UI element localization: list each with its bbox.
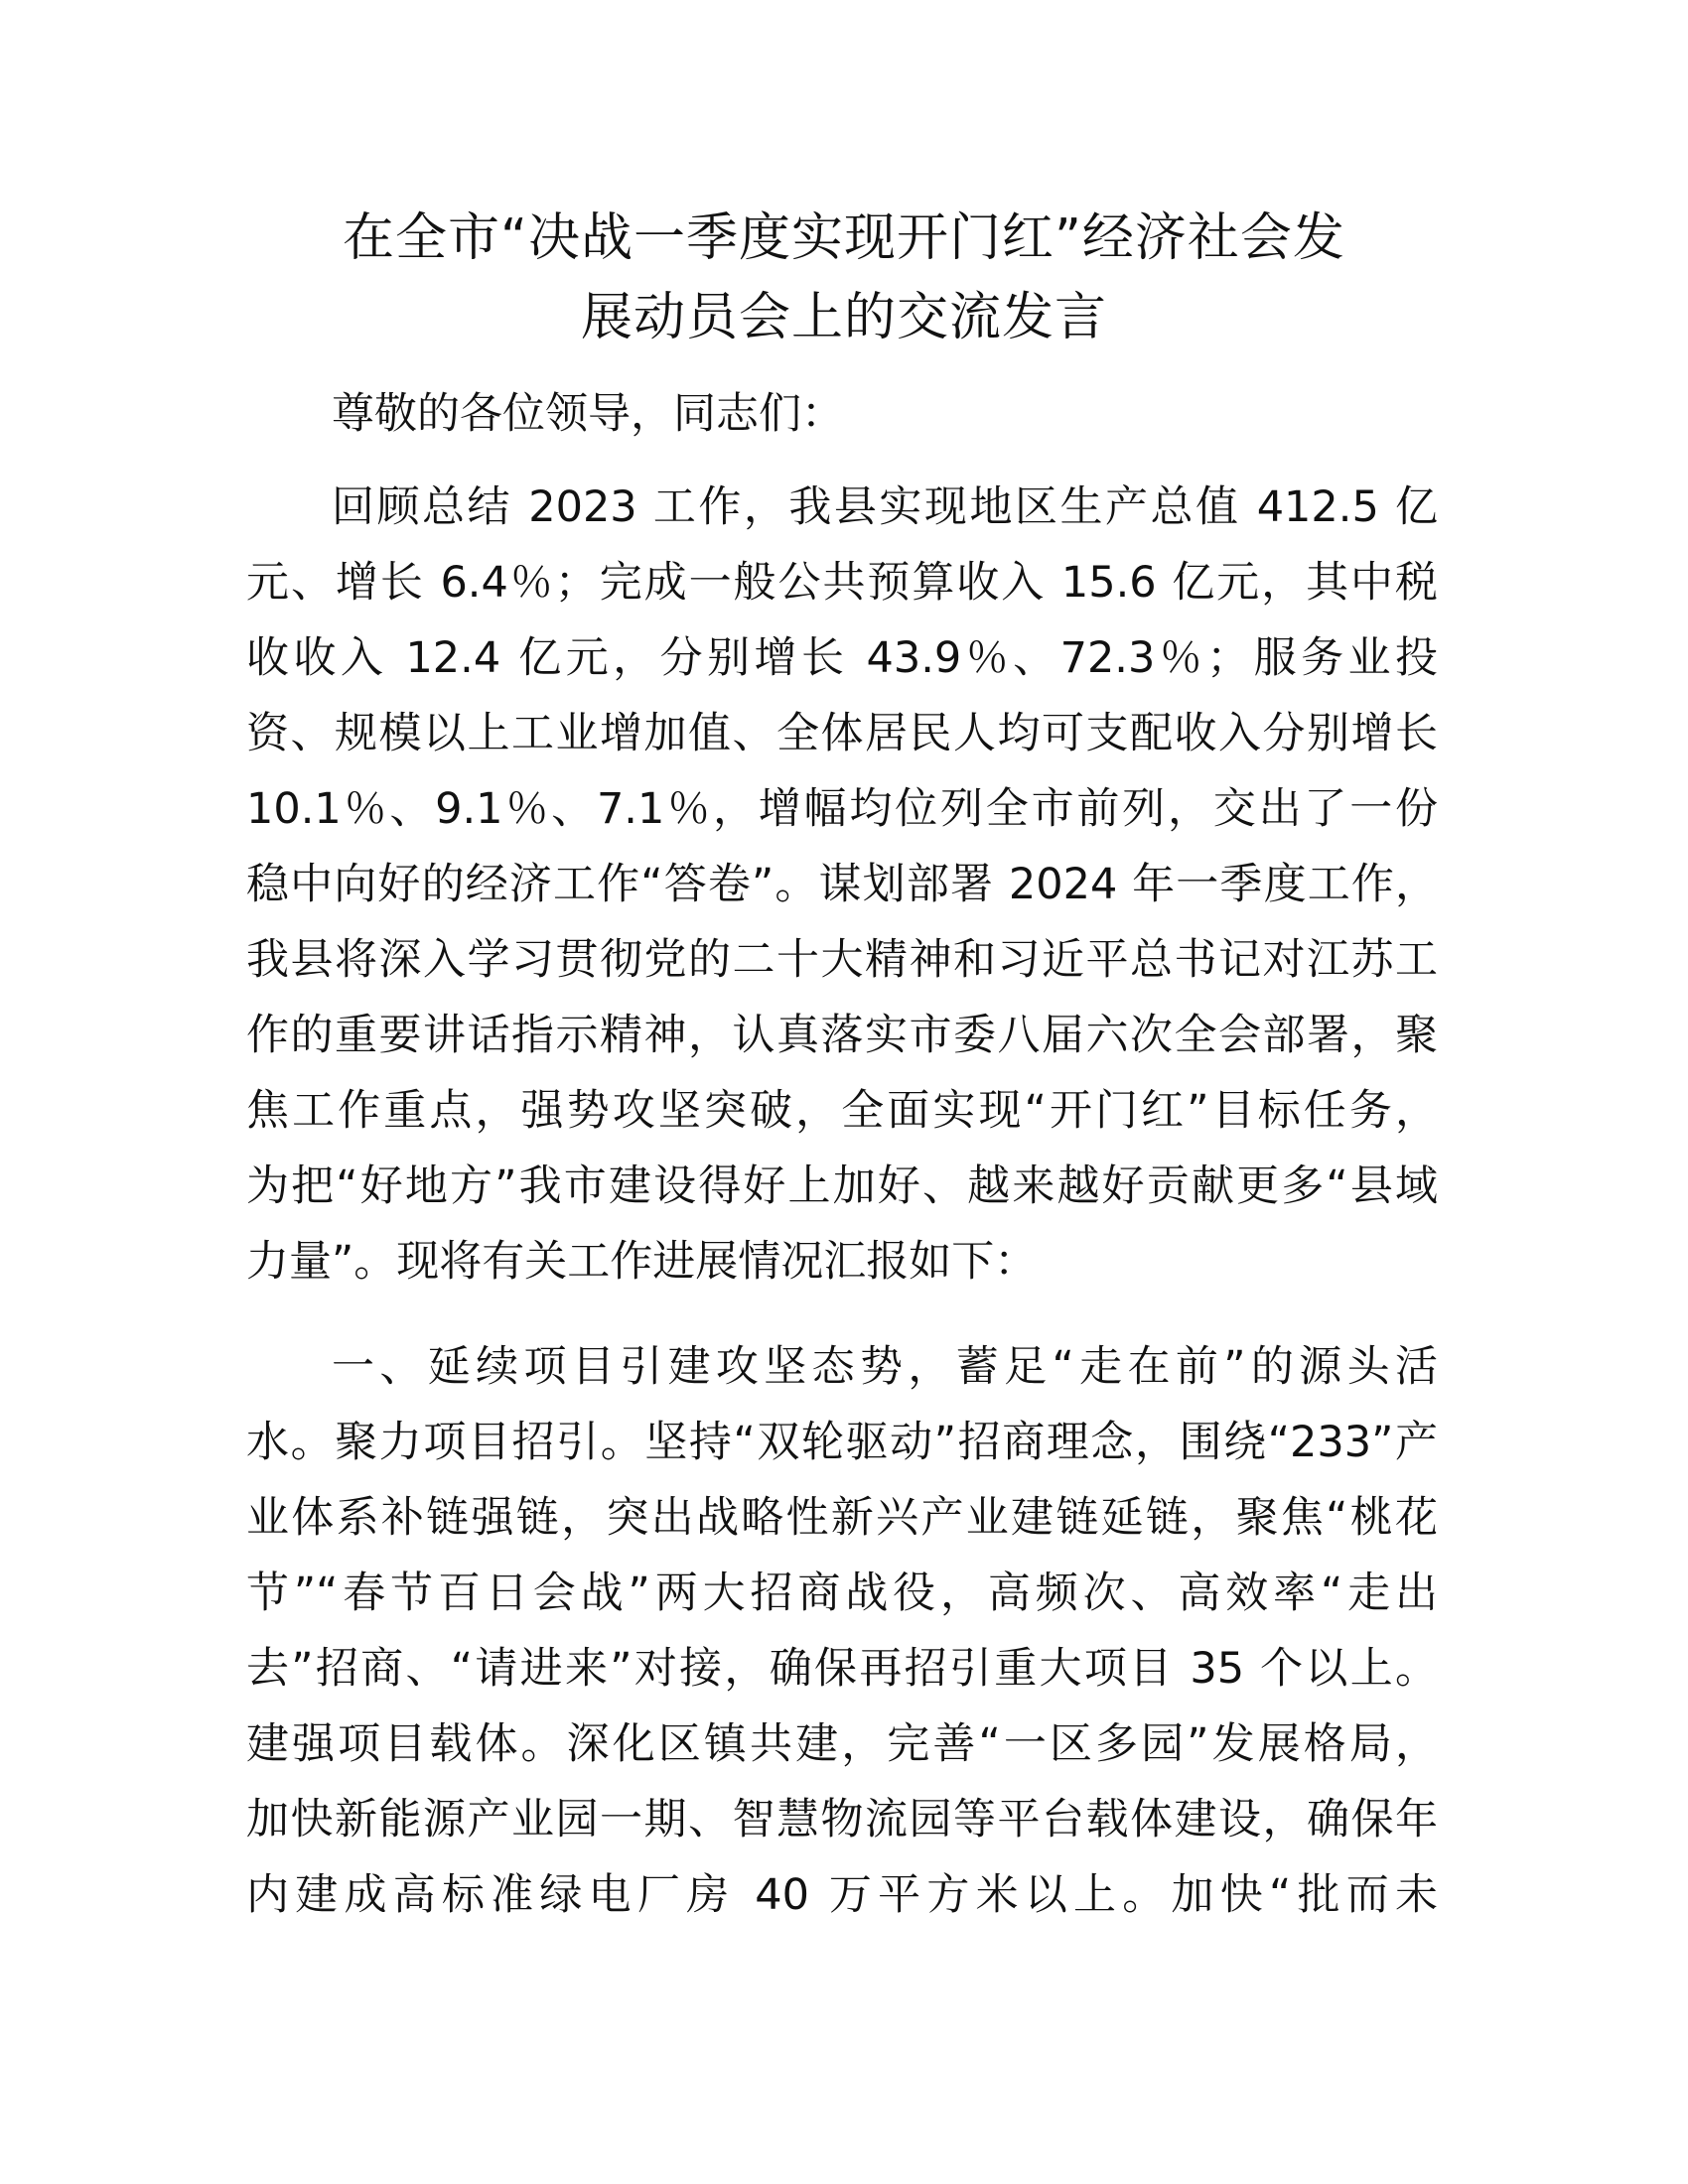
paragraph-line: 内建成高标准绿电厂房 40 万平方米以上。加快“批而未 — [246, 1870, 1438, 1920]
paragraph-line: 焦工作重点，强势攻坚突破，全面实现“开门红”目标任务， — [246, 1086, 1438, 1136]
paragraph-line: 元、增长 6.4％；完成一般公共预算收入 15.6 亿元，其中税 — [246, 558, 1438, 608]
paragraph-line: 10.1％、9.1％、7.1％，增幅均位列全市前列，交出了一份 — [246, 784, 1438, 834]
paragraph-line: 加快新能源产业园一期、智慧物流园等平台载体建设，确保年 — [246, 1795, 1438, 1844]
paragraph-line: 力量”。现将有关工作进展情况汇报如下： — [246, 1237, 1038, 1287]
paragraph-line: 建强项目载体。深化区镇共建，完善“一区多园”发展格局， — [246, 1719, 1438, 1769]
paragraph-line: 作的重要讲话指示精神，认真落实市委八届六次全会部署，聚 — [246, 1011, 1438, 1060]
paragraph-line: 去”招商、“请进来”对接，确保再招引重大项目 35 个以上。 — [246, 1644, 1438, 1694]
title-line-2: 展动员会上的交流发言 — [580, 288, 1107, 347]
paragraph-line: 业体系补链强链，突出战略性新兴产业建链延链，聚焦“桃花 — [246, 1493, 1438, 1543]
paragraph-line: 节”“春节百日会战”两大招商战役，高频次、高效率“走出 — [246, 1569, 1438, 1618]
paragraph-line: 水。聚力项目招引。坚持“双轮驱动”招商理念，围绕“233”产 — [246, 1418, 1438, 1467]
title-line-1: 在全市“决战一季度实现开门红”经济社会发 — [343, 208, 1345, 268]
paragraph-line: 一、延续项目引建攻坚态势，蓄足“走在前”的源头活 — [332, 1342, 1438, 1392]
salutation: 尊敬的各位领导，同志们： — [332, 389, 844, 439]
paragraph-line: 资、规模以上工业增加值、全体居民人均可支配收入分别增长 — [246, 709, 1438, 758]
paragraph-line: 回顾总结 2023 工作，我县实现地区生产总值 412.5 亿 — [332, 482, 1438, 532]
paragraph-line: 稳中向好的经济工作“答卷”。谋划部署 2024 年一季度工作， — [246, 860, 1438, 909]
paragraph-line: 我县将深入学习贯彻党的二十大精神和习近平总书记对江苏工 — [246, 935, 1438, 985]
paragraph-line: 收收入 12.4 亿元，分别增长 43.9％、72.3％；服务业投 — [246, 633, 1438, 683]
paragraph-line: 为把“好地方”我市建设得好上加好、越来越好贡献更多“县域 — [246, 1161, 1438, 1211]
